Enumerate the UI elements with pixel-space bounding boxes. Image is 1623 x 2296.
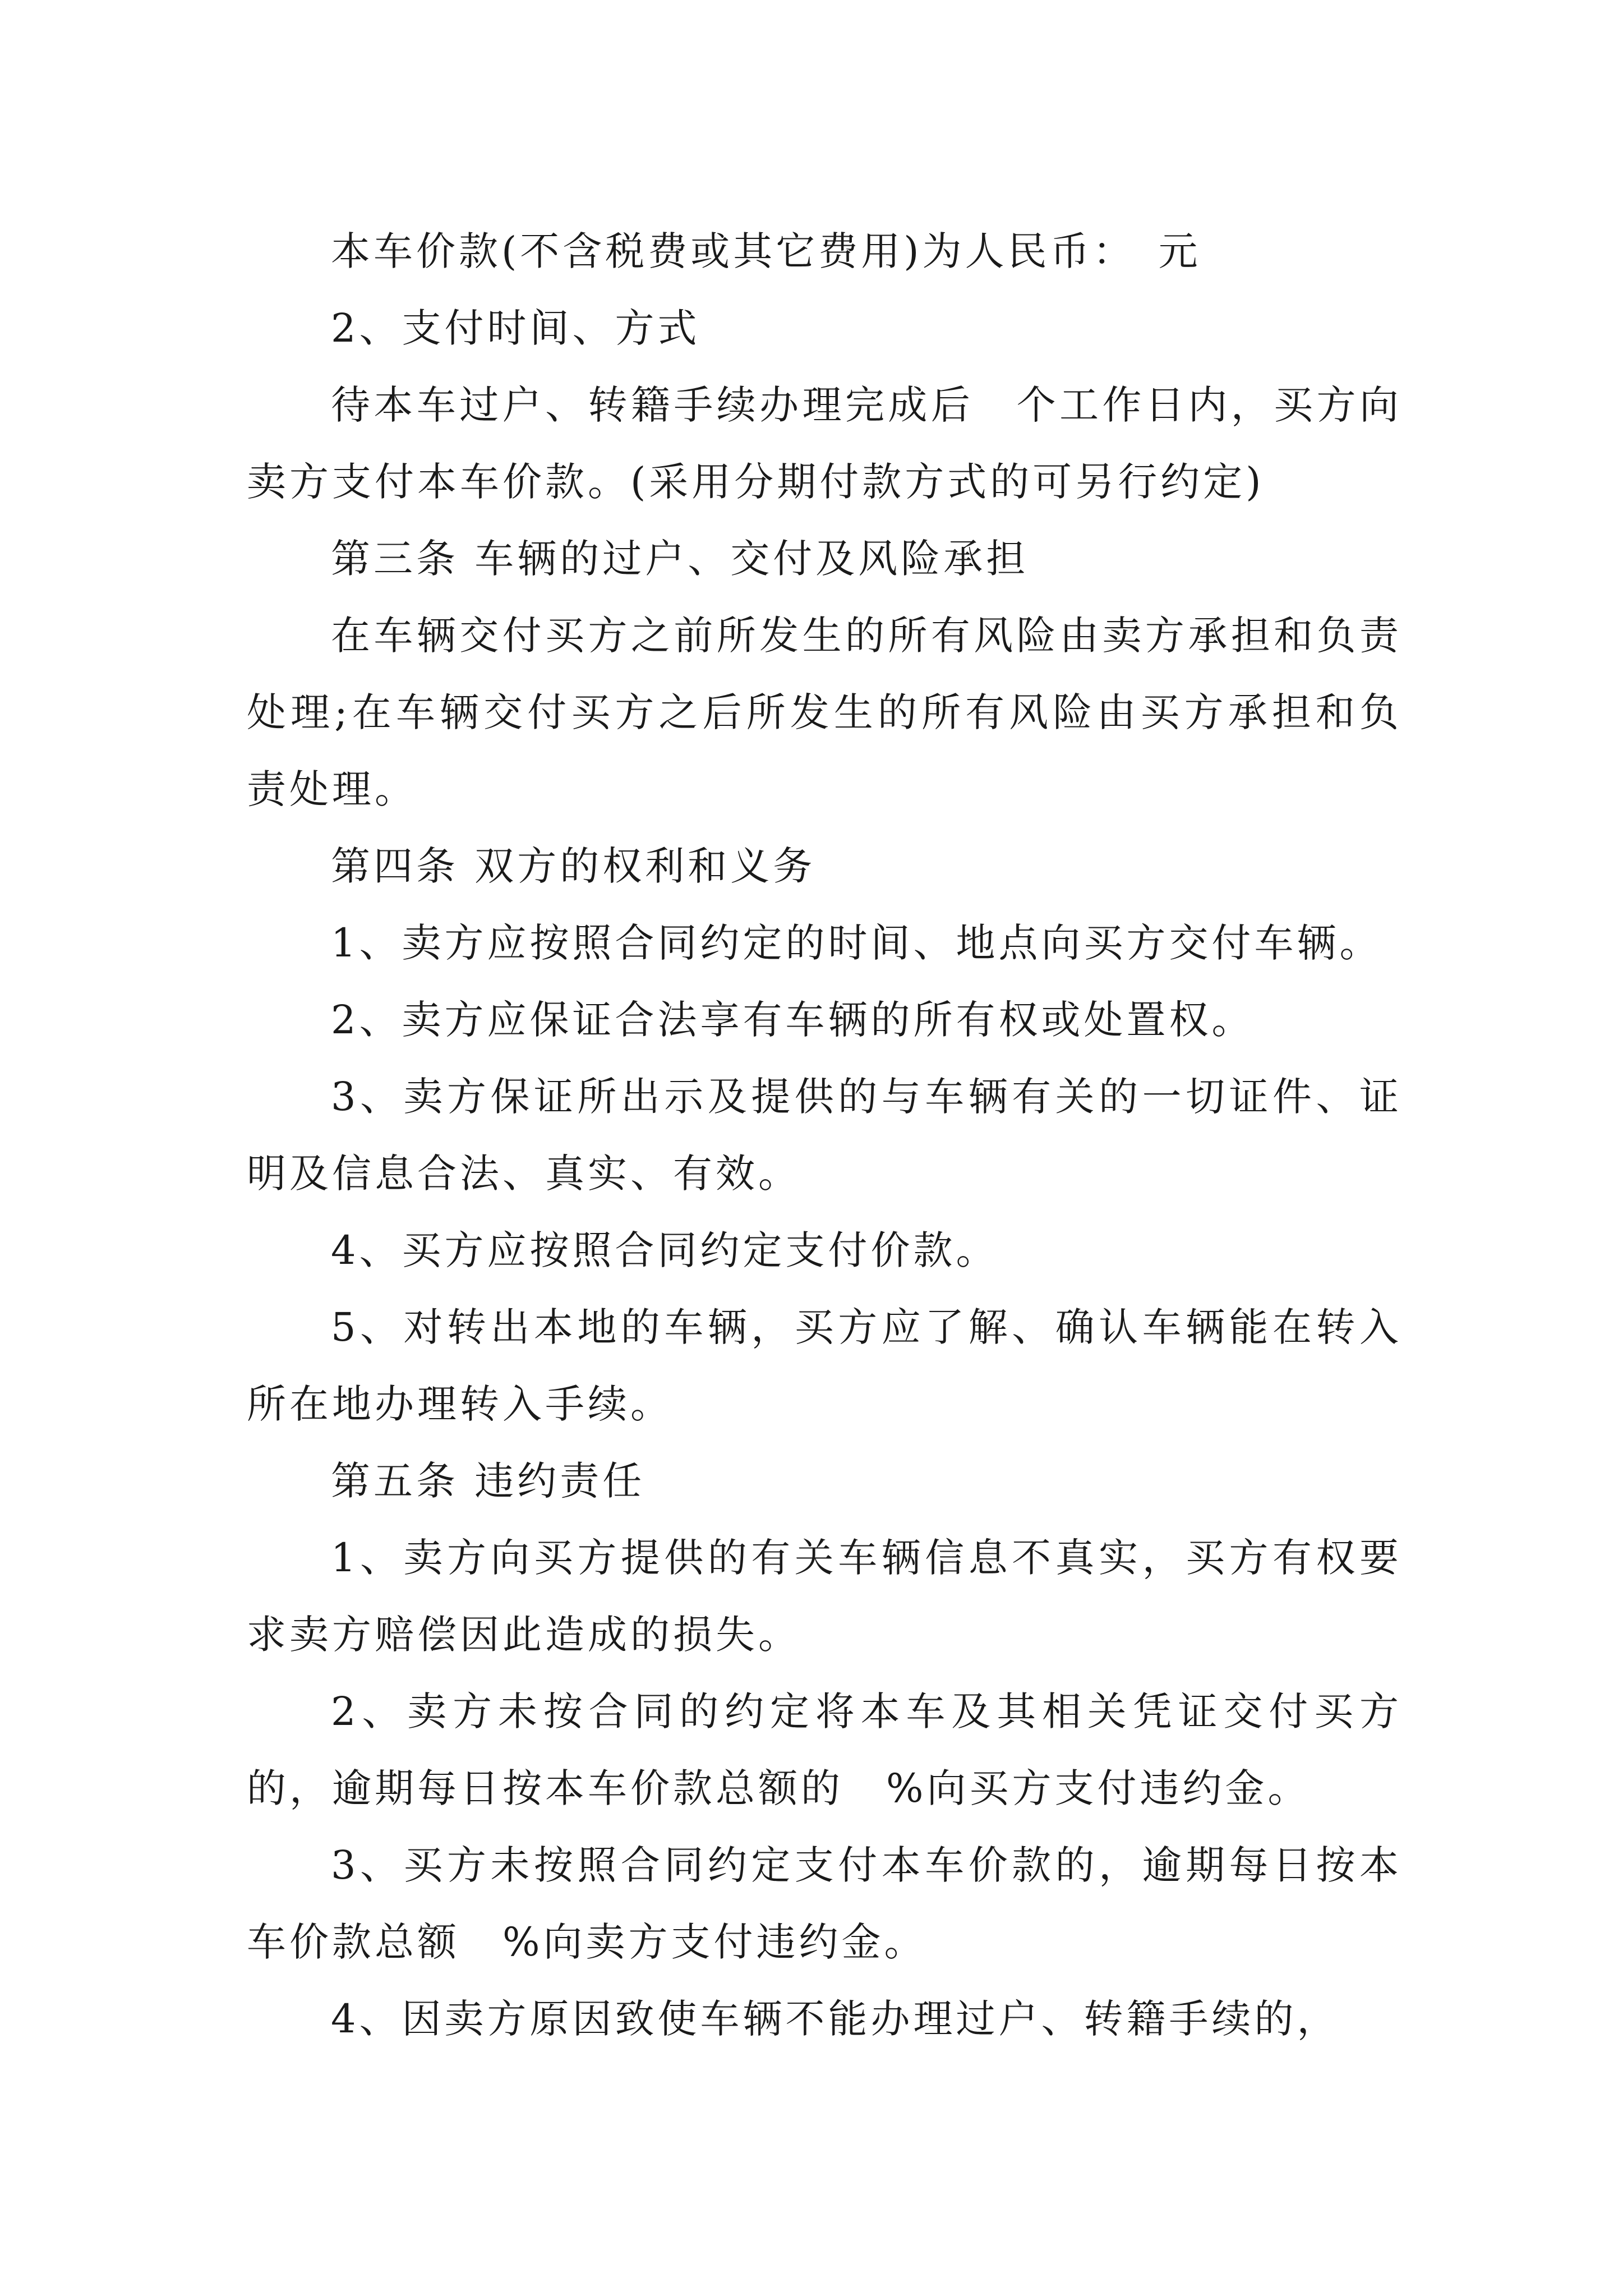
- article-5-heading: 第五条 违约责任: [331, 1458, 645, 1504]
- clause-4-5: 5、对转出本地的车辆，买方应了解、确认车辆能在转入所在地办理转入手续。: [247, 1304, 1402, 1427]
- clause-4-3: 3、卖方保证所出示及提供的与车辆有关的一切证件、证明及信息合法、真实、有效。: [247, 1074, 1402, 1197]
- paragraph-price: 本车价款(不含税费或其它费用)为人民币： 元: [331, 228, 1201, 274]
- clause-4-1: 1、卖方应按照合同约定的时间、地点向买方交付车辆。: [331, 920, 1382, 966]
- clause-4-2: 2、卖方应保证合法享有车辆的所有权或处置权。: [331, 997, 1255, 1043]
- paragraph-risk: 在车辆交付买方之前所发生的所有风险由卖方承担和负责处理;在车辆交付买方之后所发生的所有风险由买方承担和负责处理。: [247, 613, 1402, 812]
- contract-body: [247, 213, 1402, 2058]
- paragraph-payment-heading: 2、支付时间、方式: [331, 305, 700, 351]
- article-3-heading: 第三条 车辆的过户、交付及风险承担: [331, 536, 1029, 582]
- clause-5-1: 1、卖方向买方提供的有关车辆信息不真实，买方有权要求卖方赔偿因此造成的损失。: [247, 1535, 1402, 1658]
- clause-5-4: 4、因卖方原因致使车辆不能办理过户、转籍手续的，: [331, 1996, 1340, 2042]
- clause-4-4: 4、买方应按照合同约定支付价款。: [331, 1227, 999, 1273]
- clause-5-2: 2、卖方未按合同的约定将本车及其相关凭证交付买方的，逾期每日按本车价款总额的 %向买方支付违约金。: [247, 1688, 1402, 1811]
- paragraph-payment-terms: 待本车过户、转籍手续办理完成后 个工作日内，买方向卖方支付本车价款。(采用分期付款方式的可另行约定): [247, 382, 1402, 505]
- article-4-heading: 第四条 双方的权利和义务: [331, 843, 816, 889]
- clause-5-3: 3、买方未按照合同约定支付本车价款的，逾期每日按本车价款总额 %向卖方支付违约金。: [247, 1842, 1402, 1965]
